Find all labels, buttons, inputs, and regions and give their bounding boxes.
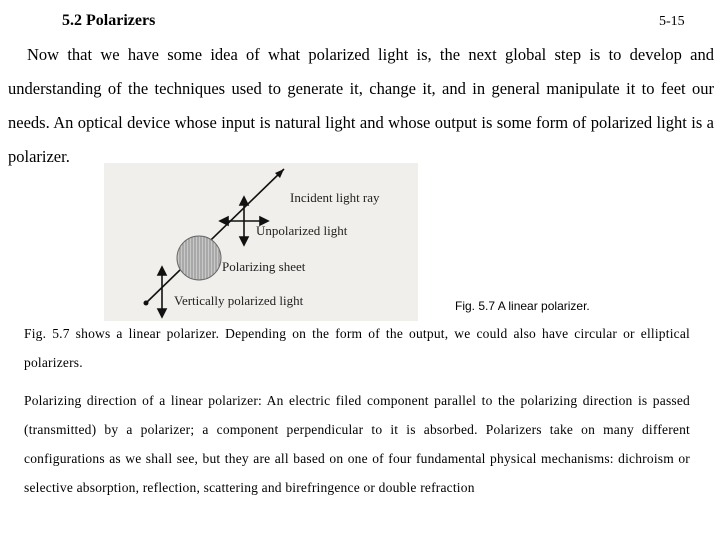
label-unpolarized-light: Unpolarized light — [256, 223, 348, 238]
ray-dot — [144, 301, 149, 306]
vertical-polarization-arrow-icon — [158, 267, 166, 317]
label-vertically-polarized-light: Vertically polarized light — [174, 293, 304, 308]
polarizing-sheet-disc — [177, 236, 221, 280]
paragraph-linear-polarizer: Fig. 5.7 shows a linear polarizer. Depending on the form of the output, we could also have circular or elliptical polarizers. — [24, 326, 690, 370]
page-number: 5-15 — [659, 14, 685, 29]
figure-caption: Fig. 5.7 A linear polarizer. — [455, 299, 590, 313]
section-title: 5.2 Polarizers — [62, 12, 156, 29]
intro-paragraph: Now that we have some idea of what polarized light is, the next global step is to develop and understanding of the techniques used to generate it, change it, and in general manipulate it to feet our needs. An optical device whose input is natural light and whose output is some form of polarized light is a polarizer. — [8, 45, 714, 166]
label-incident-light-ray: Incident light ray — [290, 190, 380, 205]
paragraph-polarizing-direction: Polarizing direction of a linear polarizer: An electric filed component parallel to the polarizing direction is passed (transmitted) by a polarizer; a component perpendicular to it is absorbed. Polarizers take on many different configurations as we shall see, but they are all based on one of four fundamental physical mechanisms: dichroism or selective absorption, reflection, scattering and birefringence or double refraction — [24, 393, 690, 495]
label-polarizing-sheet: Polarizing sheet — [222, 259, 306, 274]
polarizer-figure — [104, 163, 418, 321]
polarizer-diagram — [104, 163, 418, 321]
